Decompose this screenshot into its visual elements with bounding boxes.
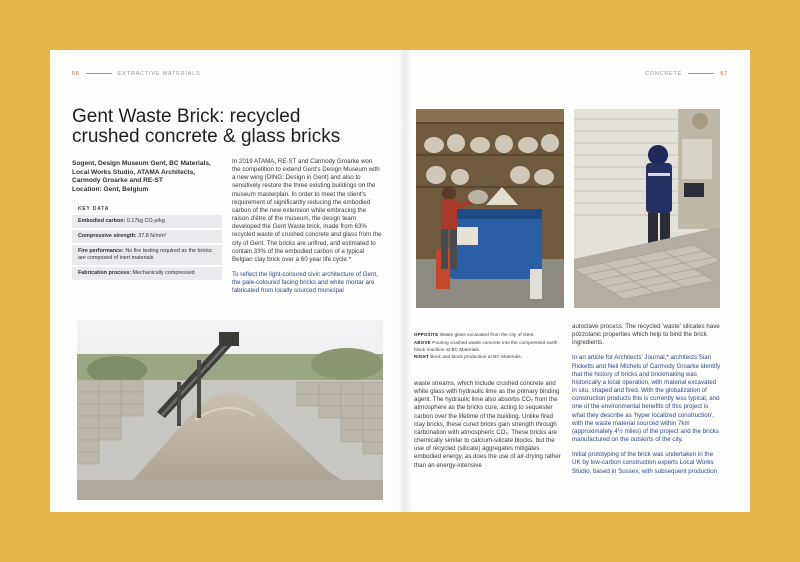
concrete-pouring-photo — [416, 109, 564, 308]
right-body-column-1 — [414, 380, 562, 477]
page-gutter — [398, 50, 412, 512]
body-paragraph: To reflect the light-coloured civic architecture of Gent, the pale-coloured facing bricks and white mortar are fabricated from locally sourced municipal — [232, 271, 378, 295]
left-page-number: 56 — [72, 71, 80, 77]
key-data-row: Fabrication process: Mechanically compressed — [72, 267, 222, 280]
magazine-spread — [50, 50, 750, 512]
body-paragraph: In 2019 ATAMA, RE-ST and Carmody Groarke won the competition to extend Gent's Design Museum with a new wing (DING: Design in Gent) and also to sensitively restore the three existing buildings on the museum masterplan. In order to meet the client's requirement of significantly reducing the embodied carbon of the new extension while embracing the raison d'être of the museum, the design team developed the Gent Waste brick, made from 63% recycled waste of crushed concrete and glass from the city of Gent. The bricks are unfired, and estimated to contain 33% of the embodied carbon of a typical Belgian clay brick over a 60 year life cycle.* — [232, 158, 382, 263]
left-body-column — [232, 158, 382, 303]
right-body-column-2 — [572, 323, 722, 483]
key-data-heading: KEY DATA — [78, 206, 110, 212]
body-paragraph: Initial prototyping of the brick was undertaken in the UK by low-carbon construction experts Local Works Studio, based in Sussex, with subsequent production — [572, 451, 718, 475]
brick-production-photo — [574, 109, 720, 308]
key-data-row: Fire performance: No fire testing required as the bricks are composed of inert materials — [72, 245, 222, 265]
body-paragraph: autoclave process. The recycled 'waste' silicates have pozzolanic properties which help to bind the brick ingredients. — [572, 323, 720, 347]
photo-captions — [414, 332, 560, 362]
left-folio — [72, 71, 201, 77]
left-section-label: EXTRACTIVE MATERIALS — [117, 71, 201, 77]
body-paragraph: In an article for Architects' Journal,* architects Sian Ricketts and Neil Michels of Carmody Groarke identify that the history of bricks and brickmaking was historically a local operation, with material excavated in situ, shaped and fired. With the globalization of construction products this is currently less typical, and one of the environmental benefits of this project is what they describe as 'hyper localized construction', with the waste material sourced within 7km (approximately 4½ miles) of the project and the bricks manufactured on the outskirts of the city. — [572, 354, 721, 444]
right-folio — [645, 71, 728, 77]
caption-line: OPPOSITE Waste glass excavated from the city of Gent. — [414, 332, 535, 338]
key-data-box — [72, 206, 222, 282]
credit-line: Sogent, Design Museum Gent, BC Materials, — [72, 160, 211, 167]
right-section-label: CONCRETE — [645, 71, 683, 77]
aggregate-pile-photo — [77, 320, 383, 500]
article-title: Gent Waste Brick: recycled crushed concrete & glass bricks — [72, 106, 341, 147]
caption-line: ABOVE Pouring crushed waste concrete into the compressed earth block machine at BC Materials. — [414, 339, 558, 353]
credit-location: Location: Gent, Belgium — [72, 185, 149, 193]
key-data-row: Embodied carbon: 0.17kg CO₂e/kg — [72, 215, 222, 228]
key-data-row: Compressive strength: 37.8 N/mm² — [72, 230, 222, 243]
caption-line: RIGHT Brick and block production at BC Materials. — [414, 354, 522, 361]
body-paragraph: waste streams, which include crushed concrete and white glass with hydraulic lime as the primary binding agent. The hydraulic lime also absorbs CO₂ from the atmosphere as the bricks cure, acting to sequester carbon over the lifetime of the building. Unlike fired clay bricks, these cured bricks gain strength through carbonation with atmospheric CO₂. These bricks are chemically similar to calcium-silicate blocks, but the use of recycled (silicate) aggregates mitigates embodied energy, as does the use of air-drying rather than an energy-intensive — [414, 380, 561, 469]
project-credits — [72, 160, 222, 194]
credit-line: Local Works Studio, ATAMA Architects, — [72, 168, 196, 176]
right-page-number: 57 — [720, 71, 728, 77]
credit-line: Carmody Groarke and RE-ST — [72, 177, 163, 185]
